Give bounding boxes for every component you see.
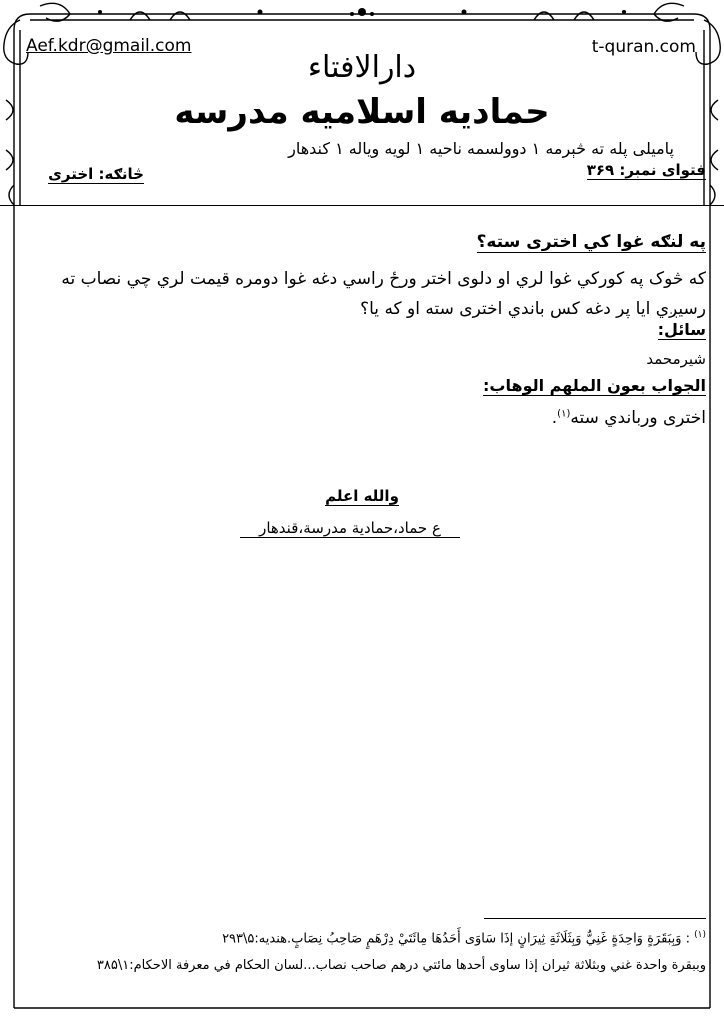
question-body: که څوک په کورکي غوا لري او دلوی اختر ورځ راسي دغه غوا دومره قیمت لري چي نصاب ته رسیږي ایا پر دغه کس باندي اختری سته او که یا؟ [61, 269, 706, 319]
closing-phrase-text: والله اعلم [325, 487, 399, 505]
fatwa-number-label: فتوای نمبر: [619, 161, 706, 179]
page-title: دارالافتاء [307, 50, 417, 85]
answer-text: اختری ورباندي سته [570, 408, 706, 428]
answer-body: اختری ورباندي سته$^{(۱)}$. [551, 408, 706, 428]
closing-phrase [0, 487, 724, 505]
footnote-marker: (۱) [694, 930, 706, 940]
asker-label: سائل: [657, 320, 706, 339]
fatwa-number [587, 161, 706, 180]
footnote-divider [484, 918, 706, 919]
fatwa-number-value: ۳۶۹ [586, 161, 615, 179]
asker-name: شیرمحمد [646, 350, 706, 368]
website-link[interactable]: t-quran.com [591, 37, 696, 57]
footnote-1-text: : وَبِبَقَرَةٍ وَاحِدَةٍ غَنِيٌّ وَبِثَلَاثَةِ ثِيرَانٍ إذَا سَاوَى أَحَدُهَا مِائَتَيْ دِرْهَمٍ صَاحِبُ نِصَابٍ.هندیه:۵\۲۹۳ [222, 931, 690, 947]
address-line: پامیلی پله ته څېرمه ۱ دوولسمه ناحیه ۱ لویه ویاله ۱ کندهار [288, 139, 674, 158]
topic-label: څانګه: [98, 165, 144, 183]
signature: ع حماد،حمادیة مدرسة،قندهار [240, 519, 460, 538]
header-divider [0, 205, 724, 206]
footnote-1 [222, 930, 706, 946]
answer-label: الجواب بعون الملهم الوهاب: [482, 376, 706, 395]
institution-name: حمادیه اسلامیه مدرسه [174, 92, 550, 132]
topic-value: اختری [48, 165, 94, 183]
question-title: په لنګه غوا کي اختری سته؟ [476, 232, 706, 252]
footnote-ref: (۱) [557, 408, 571, 420]
topic [48, 165, 144, 184]
email-link[interactable]: Aef.kdr@gmail.com [26, 36, 192, 56]
footnote-2: وببقرة واحدة غني وبثلاثة ثيران إذا ساوى أحدها مائتي درهم صاحب نصاب...لسان الحکام في معرفة الاحکام:۱\۳۸۵ [96, 958, 706, 973]
